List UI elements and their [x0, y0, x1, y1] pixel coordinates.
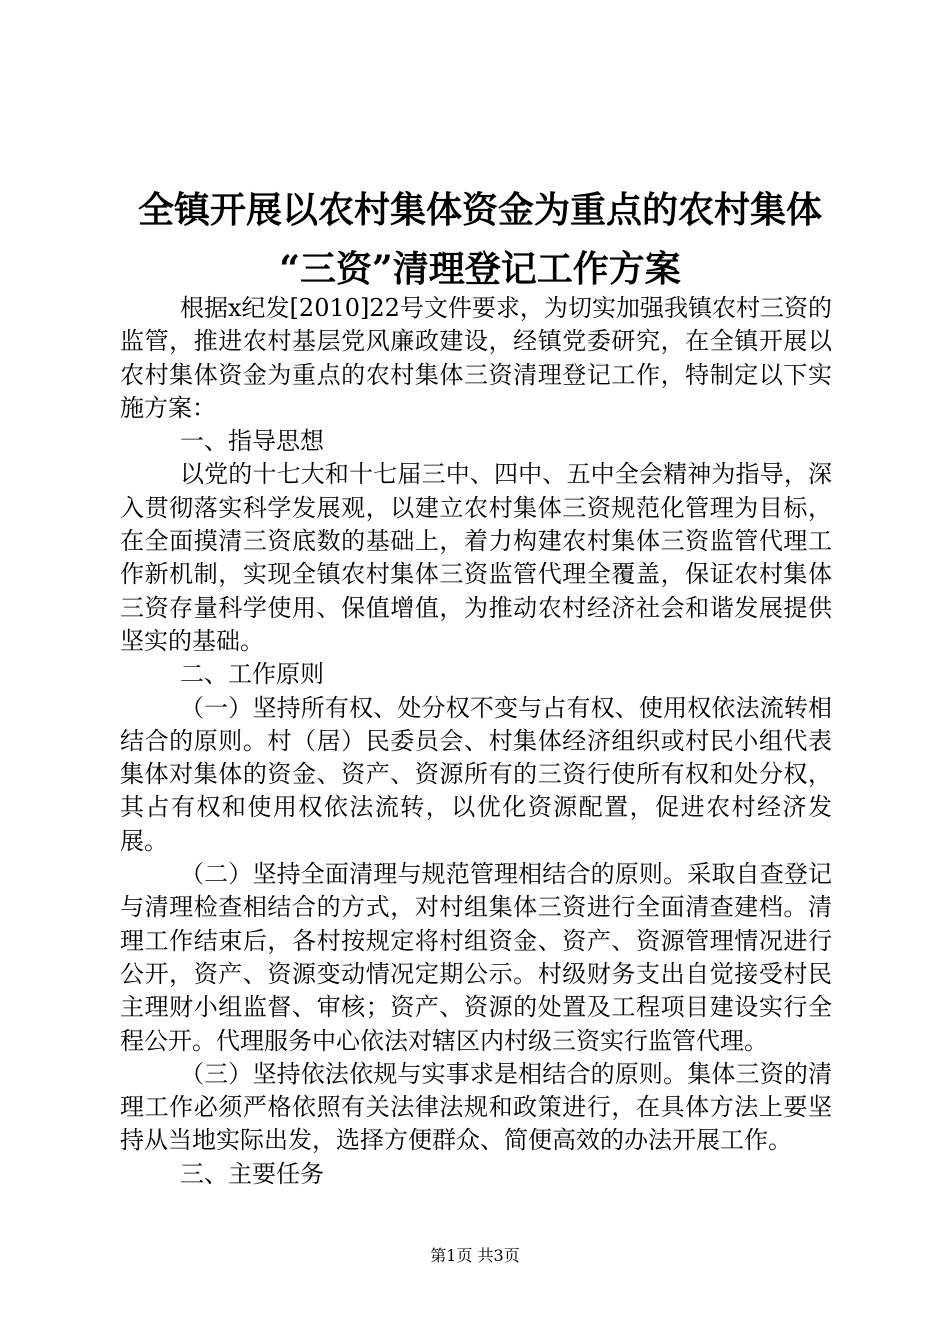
document-title-line-2: “三资”清理登记工作方案 — [279, 248, 681, 290]
principle-1-paragraph: （一）坚持所有权、处分权不变与占有权、使用权依法流转相结合的原则。村（居）民委员会、村集体经济组织或村民小组代表集体对集体的资金、资产、资源所有的三资行使所有权和处分权，其占有权和使用权依法流转，以优化资源配置，促进农村经济发展。 — [120, 693, 832, 855]
section-heading-guiding-ideology: 一、指导思想 — [180, 427, 324, 456]
intro-paragraph: 根据x纪发[2010]22号文件要求，为切实加强我镇农村三资的监管，推进农村基层党风廉政建设，经镇党委研究，在全镇开展以农村集体资金为重点的农村集体三资清理登记工作，特制定以下实施方案： — [120, 294, 832, 422]
guiding-ideology-paragraph: 以党的十七大和十七届三中、四中、五中全会精神为指导，深入贯彻落实科学发展观，以建立农村集体三资规范化管理为目标，在全面摸清三资底数的基础上，着力构建农村集体三资监管代理工作新机制，实现全镇农村集体三资监管代理全覆盖，保证农村集体三资存量科学使用、保值增值，为推动农村经济社会和谐发展提供坚实的基础。 — [120, 460, 832, 655]
principle-3-paragraph: （三）坚持依法依规与实事求是相结合的原则。集体三资的清理工作必须严格依照有关法律法规和政策进行，在具体方法上要坚持从当地实际出发，选择方便群众、简便高效的办法开展工作。 — [120, 1059, 832, 1155]
document-title-line-1: 全镇开展以农村集体资金为重点的农村集体 — [137, 189, 822, 231]
section-heading-main-tasks: 三、主要任务 — [180, 1159, 324, 1188]
page-footer: 第1页 共3页 — [430, 1246, 520, 1265]
section-heading-work-principles: 二、工作原则 — [180, 660, 324, 689]
document-body — [120, 292, 832, 1191]
principle-2-paragraph: （二）坚持全面清理与规范管理相结合的原则。采取自查登记与清理检查相结合的方式，对村组集体三资进行全面清查建档。清理工作结束后，各村按规定将村组资金、资产、资源管理情况进行公开，资产、资源变动情况定期公示。村级财务支出自觉接受村民主理财小组监督、审核；资产、资源的处置及工程项目建设实行全程公开。代理服务中心依法对辖区内村级三资实行监管代理。 — [120, 860, 832, 1055]
